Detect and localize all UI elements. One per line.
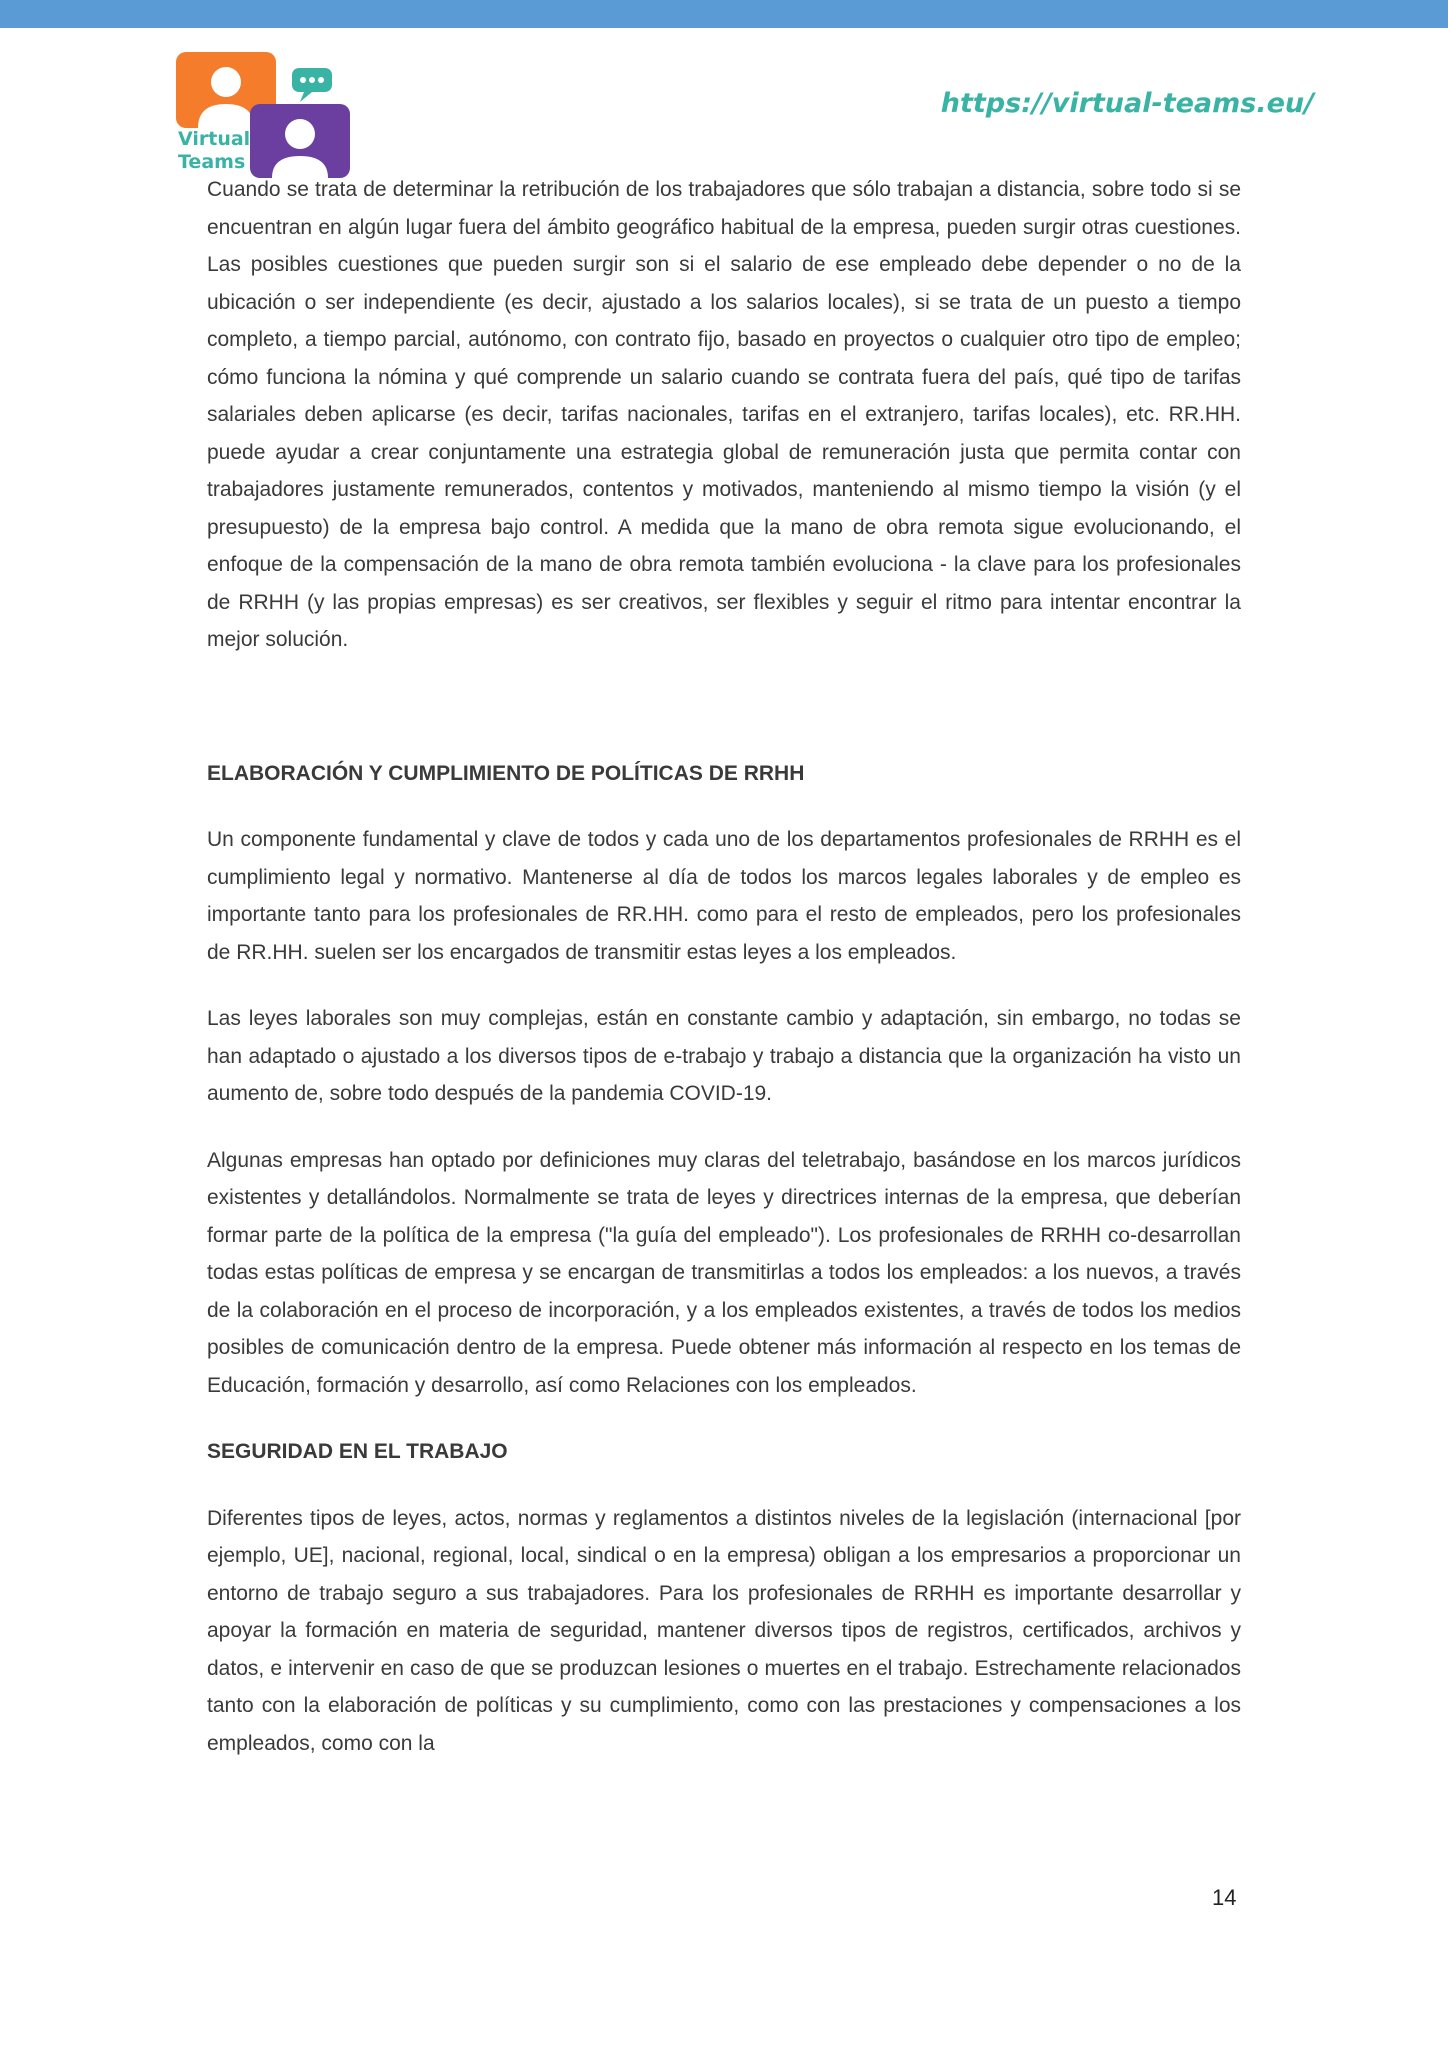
paragraph-remuneration: Cuando se trata de determinar la retribución de los trabajadores que sólo trabajan a distancia, sobre todo si se encuentran en algún lugar fuera del ámbito geográfico habitual de la empresa, pueden surgir otras cuestiones. Las posibles cuestiones que pueden surgir son si el salario de ese empleado debe depender o no de la ubicación o ser independiente (es decir, ajustado a los salarios locales), si se trata de un puesto a tiempo completo, a tiempo parcial, autónomo, con contrato fijo, basado en proyectos o cualquier otro tipo de empleo; cómo funciona la nómina y qué comprende un salario cuando se contrata fuera del país, qué tipo de tarifas salariales deben aplicarse (es decir, tarifas nacionales, tarifas en el extranjero, tarifas locales), etc. RR.HH. puede ayudar a crear conjuntamente una estrategia global de remuneración justa que permita contar con trabajadores justamente remunerados, contentos y motivados, manteniendo al mismo tiempo la visión (y el presupuesto) de la empresa bajo control. A medida que la mano de obra remota sigue evolucionando, el enfoque de la compensación de la mano de obra remota también evoluciona - la clave para los profesionales de RRHH (y las propias empresas) es ser creativos, ser flexibles y seguir el ritmo para intentar encontrar la mejor solución. (207, 178, 1241, 651)
top-color-bar (0, 0, 1448, 28)
page-number: 14 (1212, 1885, 1237, 1910)
virtual-teams-logo (176, 52, 352, 178)
logo-text-virtual: Virtual (178, 128, 251, 150)
logo-text-teams: Teams (178, 151, 246, 173)
document-body (207, 171, 1241, 1791)
site-url-link[interactable]: https://virtual-teams.eu/ (940, 88, 1314, 119)
paragraph-compliance: Un componente fundamental y clave de todos y cada uno de los departamentos profesionales de RRHH es el cumplimiento legal y normativo. Mantenerse al día de todos los marcos legales laborales y de empleo es importante tanto para los profesionales de RR.HH. como para el resto de empleados, pero los profesionales de RR.HH. suelen ser los encargados de transmitir estas leyes a los empleados. (207, 828, 1241, 964)
section-heading-policies: ELABORACIÓN Y CUMPLIMIENTO DE POLÍTICAS DE RRHH (207, 761, 805, 785)
paragraph-workplace-safety: Diferentes tipos de leyes, actos, normas y reglamentos a distintos niveles de la legislación (internacional [por ejemplo, UE], nacional, regional, local, sindical o en la empresa) obligan a los empresarios a proporcionar un entorno de trabajo seguro a sus trabajadores. Para los profesionales de RRHH es importante desarrollar y apoyar la formación en materia de seguridad, mantener diversos tipos de registros, certificados, archivos y datos, e intervenir en caso de que se produzcan lesiones o muertes en el trabajo. Estrechamente relacionados tanto con la elaboración de políticas y su cumplimiento, como con las prestaciones y compensaciones a los empleados, como con la (207, 1506, 1241, 1755)
paragraph-labor-laws: Las leyes laborales son muy complejas, están en constante cambio y adaptación, sin embargo, no todas se han adaptado o ajustado a los diversos tipos de e-trabajo y trabajo a distancia que la organización ha visto un aumento de, sobre todo después de la pandemia COVID-19. (207, 1007, 1241, 1105)
paragraph-telework-policies: Algunas empresas han optado por definiciones muy claras del teletrabajo, basándose en los marcos jurídicos existentes y detallándolos. Normalmente se trata de leyes y directrices internas de la empresa, que deberían formar parte de la política de la empresa ("la guía del empleado"). Los profesionales de RRHH co-desarrollan todas estas políticas de empresa y se encargan de transmitirlas a todos los empleados: a los nuevos, a través de la colaboración en el proceso de incorporación, y a los empleados existentes, a través de todos los medios posibles de comunicación dentro de la empresa. Puede obtener más información al respecto en los temas de Educación, formación y desarrollo, así como Relaciones con los empleados. (207, 1148, 1241, 1397)
section-heading-safety: SEGURIDAD EN EL TRABAJO (207, 1440, 508, 1463)
